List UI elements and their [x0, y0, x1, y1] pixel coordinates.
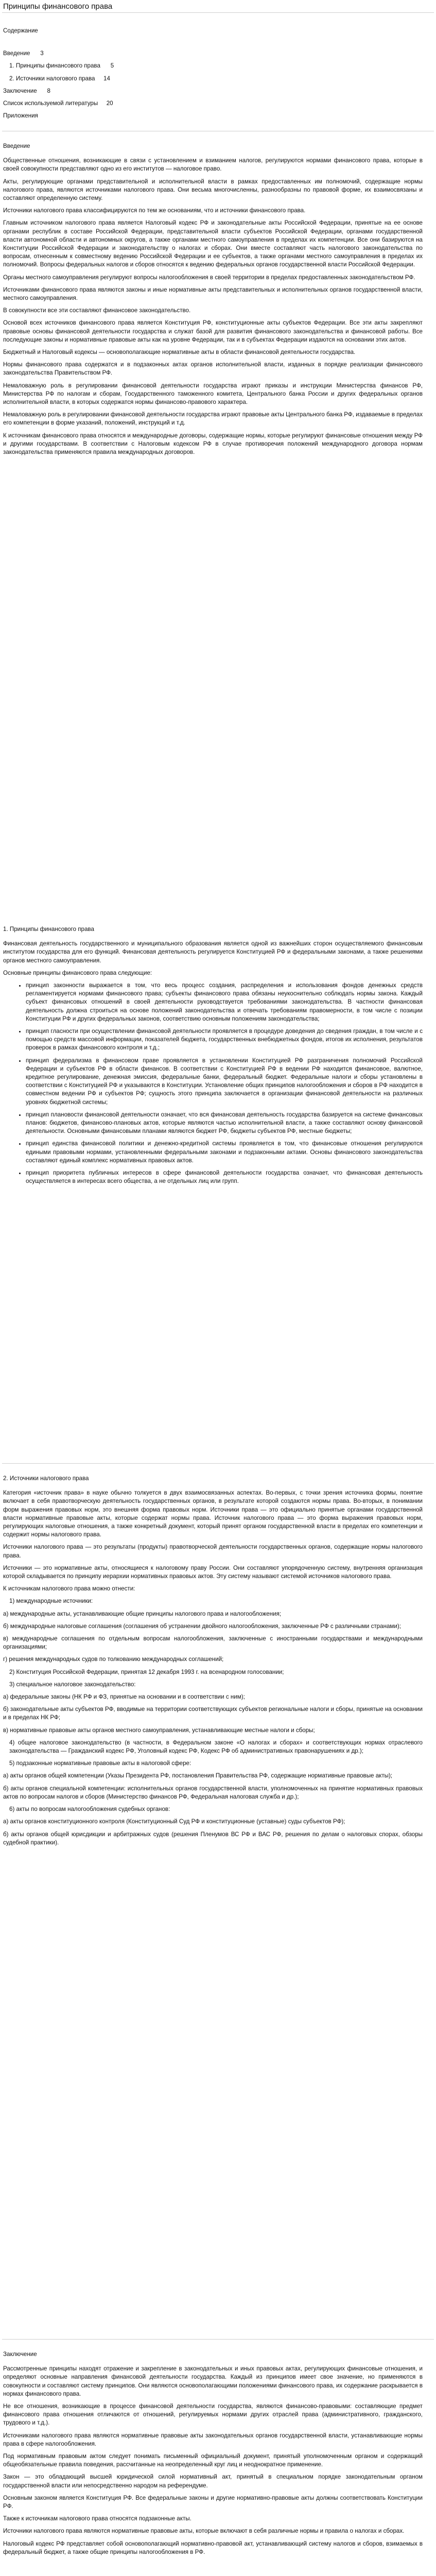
paragraph: Источники — это нормативные акты, относящиеся к налоговому праву России. Они составляют упорядоченную систему, внутренняя организация которой складывается по принципу иерархии нормативных правовых актов. Эту систему называют системой источников налогового права.	[3, 1564, 423, 1580]
toc-item[interactable]: Введение 3	[3, 50, 44, 57]
list-heading: 5) подзаконные нормативные правовые акты в налоговой сфере:	[9, 1760, 191, 1767]
paragraph: Органы местного самоуправления регулируют вопросы налогообложения в своей территории в пределах предоставленных законодательством РФ.	[3, 274, 415, 281]
intro-heading: Введение	[3, 143, 30, 149]
paragraph: б) законодательные акты субъектов РФ, вводимые на территории соответствующих субъектов региональные налоги и сборы, принятые на основании и в пределах НК РФ;	[3, 1706, 423, 1721]
paragraph: Немаловажную роль в регулировании финансовой деятельности государства играют правовые акты Центрального банка РФ, издаваемые в пределах его компетенции в форме указаний, положений, инструкций и т.д.	[3, 411, 423, 427]
paragraph: г) решения международных судов по толкованию международных соглашений;	[3, 1656, 224, 1663]
paragraph: б) международные налоговые соглашения (соглашения об устранении двойного налогообложения, заключенные РФ с различными странами);	[3, 1622, 401, 1630]
paragraph: К источникам налогового права можно отнести:	[3, 1585, 135, 1592]
list-heading: 4) общее налоговое законодательство (в частности, в Федеральном законе «О налогах и сборах» и соответствующих нормах отраслевого законодательства — Гражданский кодекс РФ, Уголовный кодекс РФ, Кодекс РФ об административных правонарушениях и др.);	[9, 1739, 423, 1755]
toc-item[interactable]: 2. Источники налогового права 14	[9, 75, 110, 82]
list-item: • принцип законности выражается в том, что весь процесс создания, распределения и использования фондов денежных средств регламентируется нормами финансового права; субъекты финансового права обязаны неукоснительно соблюдать нормы закона. Каждый субъект финансовых отношений в своей деятельности руководствуется требованиями законодательства. В частности финансовая деятельность должна строиться на основе положений законодательства и отвечать требованиям правомерности, в том числе с позиции Конституции РФ и других федеральных законов, соответствию основным положениям законодательства;	[26, 981, 423, 1023]
intro-section	[3, 139, 423, 461]
conclusion-heading: Заключение	[3, 2351, 37, 2358]
paragraph: Финансовая деятельность государственного и муниципального образования является одной из важнейших сторон осуществляемого финансовым институтом государства для его функций. Финансовая деятельность регулируется Конституцией РФ и федеральными законами, а также решениями органов местного самоуправления.	[3, 940, 423, 964]
list-item: • принцип федерализма в финансовом праве проявляется в установлении Конституцией РФ разграничения полномочий Российской Федерации и субъектов РФ в области финансов. В соответствии с Конституцией РФ в ведении РФ находится финансовое, валютное, кредитное регулирование, денежная эмиссия, федеральные банки, федеральный бюджет. Федеральные налоги и сборы установлены в соответствии с Конституцией РФ и указываются в Конституции. Установление общих принципов налогообложения и сборов в РФ находится в совместном ведении РФ и субъектов РФ; сущность этого принципа заключается в организации финансовой деятельности на различных уровнях бюджетной системы;	[26, 1057, 423, 1107]
list-item: • принцип плановости финансовой деятельности означает, что вся финансовая деятельность государства базируется на системе финансовых планов: бюджетов, финансово-плановых актов, которые являются частью исполнительной власти, а также составляют основу финансовой деятельности. Основными финансовыми планами являются бюджет РФ, бюджеты субъектов РФ, местные бюджеты;	[26, 1111, 423, 1136]
paragraph: в) международные соглашения по отдельным вопросам налогообложения, заключенные с иностранными государствами и международными организациями;	[3, 1635, 423, 1651]
paragraph: Акты, регулирующие органами представительной и исполнительной власти в рамках предоставленных им полномочий, содержащие нормы налогового права, являются источниками налогового права. Они весьма многочисленны, разнообразны по правовой форме, их взаимосвязаны и составляют определенную систему.	[3, 178, 423, 202]
paragraph: Основой всех источников финансового права является Конституция РФ, конституционные акты субъектов Федерации. Все эти акты закрепляют правовые основы финансовой деятельности государства и служат базой для развития финансового законодательства и финансовой работы. Все последующие законы и нормативные правовые акты как на уровне Федерации, так и в субъектах Федерации издаются на основании этих актов.	[3, 319, 423, 343]
paragraph: Не все отношения, возникающие в процессе финансовой деятельности государства, являются финансово-правовыми: составляющие предмет финансового права отношения отличаются от отношений, регулируемых нормами других отраслей права (административного, гражданского, трудового и т.д.).	[3, 2403, 423, 2427]
title-divider	[2, 12, 434, 13]
section-heading: 2. Источники налогового права	[3, 1475, 89, 1482]
paragraph: б) акты органов специальной компетенции: исполнительных органов государственной власти, уполномоченных на принятие нормативных правовых актов по вопросам налогов и сборов (Министерство финансов РФ, Федеральная налоговая служба и др.);	[3, 1785, 423, 1800]
paragraph: Основные принципы финансового права следующие:	[3, 969, 152, 976]
toc-item[interactable]: Заключение 8	[3, 87, 50, 94]
list-heading: 2) Конституция Российской Федерации, принятая 12 декабря 1993 г. на всенародном голосовании;	[9, 1668, 284, 1675]
paragraph: Под нормативным правовым актом следует понимать письменный официальный документ, принятый уполномоченным органом и содержащий общеобязательные правила поведения, рассчитанные на неопределенный круг лиц и неоднократное применение.	[3, 2453, 423, 2468]
paragraph: Источники налогового права являются нормативные правовые акты, которые включают в себя различные нормы и правила о налогах и сборах.	[3, 2528, 405, 2535]
paragraph: Рассмотренные принципы находят отражение и закрепление в законодательных и иных правовых актах, регулирующих финансовые отношения, и определяют основные направления финансовой деятельности государства. Каждый из принципов имеет свое значение, но применяются в совокупности и составляют систему принципов. Они являются основополагающими положениями финансового права, их содержание раскрывается в нормах финансового права.	[3, 2365, 423, 2397]
conclusion-section	[3, 2347, 423, 2561]
paragraph: Главным источником налогового права является Налоговый кодекс РФ и законодательные акты Российской Федерации, принятые на ее основе органами республик в составе Российской Федерации, представительной власти субъектов Российской Федерации, органами государственной власти автономной области и автономных округов, а также органами местного самоуправления в пределах их компетенции. Все они базируются на Конституции Российской Федерации и законодательству о налогах и сборах. Они вместе составляют часть налогового законодательства по вопросам, отнесенным к совместному ведению Российской Федерации и ее субъектов, а также органами местного самоуправления в пределах их полномочий. Вопросы федеральных налогов и сборов относятся к ведению федеральных органов государственной власти Российской Федерации.	[3, 219, 423, 268]
paragraph: Основным законом является Конституция РФ. Все федеральные законы и другие нормативно-правовые акты должны соответствовать Конституции РФ.	[3, 2494, 423, 2510]
paragraph: а) федеральные законы (НК РФ и ФЗ, принятые на основании и в соответствии с ним);	[3, 1693, 245, 1701]
contents-block	[3, 24, 423, 124]
paragraph: Источниками финансового права являются законы и иные нормативные акты представительных и исполнительных органов государственной власти, местного самоуправления.	[3, 286, 423, 302]
paragraph: К источникам финансового права относятся и международные договоры, содержащие нормы, которые регулируют финансовые отношения между РФ и другими государствами. В соответствии с Налоговым кодексом РФ в случае противоречия положений международного договора нормам законодательства применяются правила международных договоров.	[3, 432, 423, 456]
paragraph: Также к источникам налогового права относятся подзаконные акты.	[3, 2515, 191, 2522]
paragraph: Бюджетный и Налоговый кодексы — основополагающие нормативные акты в области финансовой деятельности государства.	[3, 349, 356, 356]
paragraph: в) нормативные правовые акты органов местного самоуправления, устанавливающие местные налоги и сборы;	[3, 1726, 315, 1734]
list-heading: 6) акты по вопросам налогообложения судебных органов:	[9, 1806, 170, 1813]
paragraph: а) международные акты, устанавливающие общие принципы налогового права и налогообложения;	[3, 1610, 282, 1617]
toc-item[interactable]: Список используемой литературы 20	[3, 100, 113, 107]
paragraph: Источники налогового права классифицируются по тем же основаниям, что и источники финансового права.	[3, 207, 306, 214]
list-item: • принцип единства финансовой политики и денежно-кредитной системы проявляется в том, что финансовые отношения регулируются едиными правовыми нормами, установленными федеральными законами и подзаконными актами. Основы финансового законодательства составляют единый комплекс нормативных правовых актов.	[26, 1140, 423, 1165]
paragraph: Источниками налогового права являются нормативные правовые акты законодательных органов государственной власти, устанавливающие нормы права в сфере налогообложения.	[3, 2432, 423, 2447]
paragraph: Нормы финансового права содержатся и в подзаконных актах органов исполнительной власти, изданных в порядке реализации финансового законодательства Правительством РФ.	[3, 361, 423, 377]
paragraph: а) акты органов общей компетенции (Указы Президента РФ, постановления Правительства РФ, содержащие нормативные правовые акты);	[3, 1772, 393, 1780]
section-principles	[3, 922, 423, 1190]
principles-list	[3, 981, 423, 1185]
paragraph: В совокупности все эти составляют финансовое законодательство.	[3, 307, 191, 314]
list-heading: 1) международные источники:	[9, 1598, 93, 1605]
paragraph: Категория «источник права» в науке обычно толкуется в двух взаимосвязанных аспектах. Во-первых, с точки зрения источника формы, понятие включает в себя правотворческую деятельность государственных органов, в результате которой создаются нормы права. Во-вторых, в понимании форм выражения правовых норм, это внешняя форма правовых норм. Источники права — это официально принятые органами государственной власти нормативные правовые акты, которые содержат нормы права. Источник налогового права — это форма выражения правовых норм, регулирующих налоговые отношения, а также конкретный документ, который принят органом государственной власти в пределах его компетенции и содержит нормы налогового права.	[3, 1489, 423, 1538]
paragraph: б) акты органов общей юрисдикции и арбитражных судов (решения Пленумов ВС РФ и ВАС РФ, решения по делам о налоговых спорах, обзоры судебной практики).	[3, 1831, 423, 1846]
page-title: Принципы финансового права	[3, 2, 113, 11]
section-heading: 1. Принципы финансового права	[3, 926, 94, 933]
paragraph: а) акты органов конституционного контроля (Конституционный Суд РФ и конституционные (уставные) суды субъектов РФ);	[3, 1818, 345, 1825]
list-item: • принцип гласности при осуществлении финансовой деятельности проявляется в процедуре доведения до сведения граждан, в том числе и с помощью средств массовой информации, показателей бюджета, государственных внебюджетных фондов, итогов их исполнения, результатов проверок в рамках финансового контроля и т.д.;	[26, 1027, 423, 1053]
paragraph: Налоговый кодекс РФ представляет собой основополагающий нормативно-правовой акт, устанавливающий систему налогов и сборов, взимаемых в федеральный бюджет, а также общие принципы налогообложения в РФ.	[3, 2540, 423, 2555]
section-divider	[2, 1463, 434, 1464]
contents-heading: Содержание	[3, 27, 38, 34]
paragraph: Общественные отношения, возникающие в связи с установлением и взиманием налогов, регулируются нормами финансового права, которые в своей совокупности представляют одно из его институтов — налоговое право.	[3, 157, 423, 173]
list-heading: 3) специальное налоговое законодательство:	[9, 1681, 136, 1688]
toc-item[interactable]: 1. Принципы финансового права 5	[9, 62, 114, 70]
paragraph: Немаловажную роль в регулировании финансовой деятельности государства играют приказы и инструкции Министерства финансов РФ, Министерства РФ по налогам и сборам, Государственного таможенного комитета, Центрального банка России и других федеральных органов исполнительной власти, в которых содержатся нормы финансово-правового характера.	[3, 382, 423, 406]
list-item: • принцип приоритета публичных интересов в сфере финансовой деятельности государства означает, что финансовая деятельность осуществляется в интересах всего общества, а не отдельных лиц или групп.	[26, 1169, 423, 1185]
toc-item[interactable]: Приложения	[3, 112, 38, 120]
paragraph: Источники налогового права — это результаты (продукты) правотворческой деятельности государственных органов, содержащие нормы налогового права.	[3, 1544, 423, 1559]
section-sources	[3, 1471, 423, 1851]
paragraph: Закон — это обладающий высшей юридической силой нормативный акт, принятый в специальном порядке законодательным органом государственной власти или непосредственно народом на референдуме.	[3, 2473, 423, 2489]
section-divider	[2, 2339, 434, 2340]
